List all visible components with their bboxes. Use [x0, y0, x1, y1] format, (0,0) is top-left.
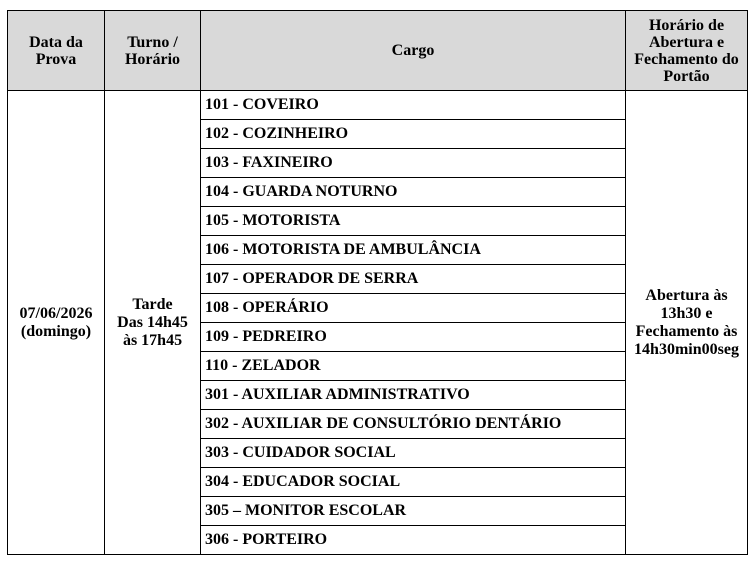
exam-time-to: às 17h45 [122, 331, 183, 349]
cargo-cell: 301 - AUXILIAR ADMINISTRATIVO [201, 381, 626, 410]
gate-time-line: Fechamento às [635, 322, 738, 340]
cargo-cell: 303 - CUIDADOR SOCIAL [201, 439, 626, 468]
cargo-cell: 105 - MOTORISTA [201, 207, 626, 236]
cargo-cell: 304 - EDUCADOR SOCIAL [201, 468, 626, 497]
header-turno-horario [105, 11, 201, 91]
header-text-line: Abertura e [648, 33, 725, 51]
cargo-cell: 102 - COZINHEIRO [201, 120, 626, 149]
cargo-cell: 306 - PORTEIRO [201, 526, 626, 555]
cargo-cell: 109 - PEDREIRO [201, 323, 626, 352]
exam-time-from: Das 14h45 [117, 313, 188, 331]
exam-schedule-table [7, 10, 748, 555]
header-text-line: Data da [29, 33, 83, 51]
header-data-da-prova [8, 11, 105, 91]
gate-time-line: Abertura às [645, 286, 728, 304]
exam-date: 07/06/2026 [19, 304, 93, 322]
gate-time-line: 14h30min00seg [634, 340, 739, 358]
cargo-cell: 110 - ZELADOR [201, 352, 626, 381]
header-text-line: Horário [124, 50, 181, 68]
cargo-cell: 103 - FAXINEIRO [201, 149, 626, 178]
cargo-cell: 108 - OPERÁRIO [201, 294, 626, 323]
table-body [8, 91, 748, 555]
table-row [8, 91, 748, 120]
header-text-line: Turno / [127, 33, 178, 51]
exam-shift-cell [105, 91, 201, 555]
cargo-cell: 104 - GUARDA NOTURNO [201, 178, 626, 207]
gate-time-line: 13h30 e [660, 304, 713, 322]
table-header [8, 11, 748, 91]
cargo-cell: 106 - MOTORISTA DE AMBULÂNCIA [201, 236, 626, 265]
header-text-line: Prova [35, 50, 77, 68]
exam-shift: Tarde [132, 295, 173, 313]
gate-time-cell [626, 91, 748, 555]
header-text-line: Fechamento do [634, 50, 739, 68]
cargo-cell: 101 - COVEIRO [201, 91, 626, 120]
header-cargo [201, 11, 626, 91]
header-horario-portao [626, 11, 748, 91]
cargo-cell: 305 – MONITOR ESCOLAR [201, 497, 626, 526]
header-row [8, 11, 748, 91]
exam-weekday: (domingo) [20, 322, 92, 340]
header-text-line: Cargo [391, 42, 435, 59]
exam-date-cell [8, 91, 105, 555]
header-text-line: Horário de [648, 16, 725, 34]
header-text-line: Portão [663, 67, 710, 85]
cargo-cell: 302 - AUXILIAR DE CONSULTÓRIO DENTÁRIO [201, 410, 626, 439]
cargo-cell: 107 - OPERADOR DE SERRA [201, 265, 626, 294]
